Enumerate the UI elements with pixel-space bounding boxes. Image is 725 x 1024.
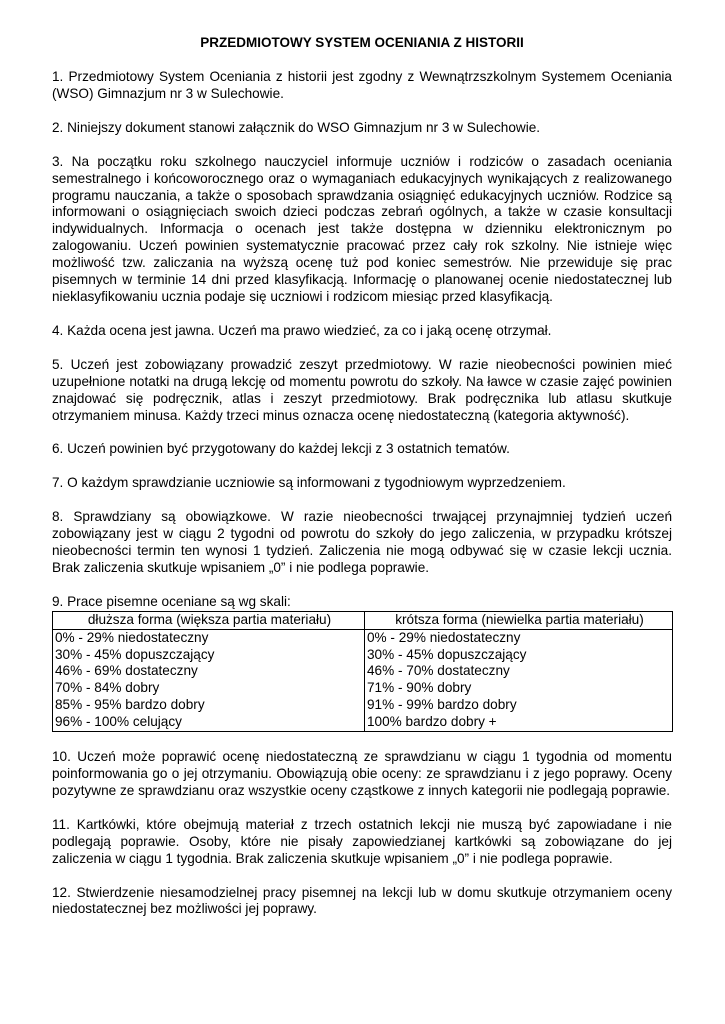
paragraph-12: 12. Stwierdzenie niesamodzielnej pracy pisemnej na lekcji lub w domu skutkuje otrzymaniem oceny niedostatecznej bez możliwości jej poprawy. — [52, 884, 672, 917]
table-cell: 30% - 45% dopuszczający — [53, 647, 365, 664]
scale-intro: 9. Prace pisemne oceniane są wg skali: — [52, 593, 291, 609]
paragraph-3: 3. Na początku roku szkolnego nauczyciel informuje uczniów i rodziców o zasadach oceniania semestralnego i końcoworocznego oraz o wymaganiach edukacyjnych wynikających z realizowanego programu nauczania, a także o sposobach sprawdzania osiągnięć edukacyjnych uczniów. Rodzice są informowani o osiągnięciach swoich dzieci podczas zebrań ogólnych, a także w czasie konsultacji indywidualnych. Informacja o ocenach jest także dostępna w dzienniku elektronicznym po zalogowaniu. Uczeń powinien systematycznie pracować przez cały rok szkolny. Nie istnieje więc możliwość tzw. zaliczania na wyższą ocenę tuż pod koniec semestrów. Nie przewiduje się prac pisemnych w terminie 14 dni przed klasyfikacją. Informację o planowanej ocenie niedostatecznej lub nieklasyfikowaniu ucznia podaje się uczniowi i rodzicom miesiąc przed klasyfikacją. — [52, 153, 672, 304]
table-row — [53, 647, 673, 664]
table-row — [53, 697, 673, 714]
header-long-form: dłuższa forma (większa partia materiału) — [53, 611, 365, 629]
document-page — [52, 34, 672, 935]
table-row — [53, 680, 673, 697]
table-cell: 46% - 70% dostateczny — [365, 663, 673, 680]
paragraph-2: 2. Niniejszy dokument stanowi załącznik do WSO Gimnazjum nr 3 w Sulechowie. — [52, 119, 541, 135]
table-cell: 0% - 29% niedostateczny — [53, 629, 365, 646]
document-title: PRZEDMIOTOWY SYSTEM OCENIANIA Z HISTORII — [200, 35, 524, 50]
paragraph-10: 10. Uczeń może poprawić ocenę niedostateczną ze sprawdzianu w ciągu 1 tygodnia od momentu poinformowania go o jej otrzymaniu. Obowiązują obie oceny: ze sprawdzianu i z jego poprawy. Oceny pozytywne ze sprawdzianu oraz wszystkie oceny cząstkowe z innych kategorii nie podlegają poprawie. — [52, 749, 672, 798]
paragraph-8: 8. Sprawdziany są obowiązkowe. W razie nieobecności trwającej przynajmniej tydzień uczeń zobowiązany jest w ciągu 2 tygodni od powrotu do szkoły do jego zaliczenia, w przypadku krótszej nieobecności termin ten wynosi 1 tydzień. Zaliczenia nie mogą odbywać się w czasie lekcji ucznia. Brak zaliczenia skutkuje wpisaniem „0” i nie podlega poprawie. — [52, 509, 672, 575]
grading-scale-table — [52, 611, 673, 732]
table-cell: 70% - 84% dobry — [53, 680, 365, 697]
table-cell: 0% - 29% niedostateczny — [365, 629, 673, 646]
paragraph-1: 1. Przedmiotowy System Oceniania z historii jest zgodny z Wewnątrzszkolnym Systemem Oceniania (WSO) Gimnazjum nr 3 w Sulechowie. — [52, 69, 672, 101]
table-row — [53, 629, 673, 646]
table-row — [53, 663, 673, 680]
paragraph-7: 7. O każdym sprawdzianie uczniowie są informowani z tygodniowym wyprzedzeniem. — [52, 475, 566, 491]
table-row — [53, 714, 673, 731]
table-cell: 91% - 99% bardzo dobry — [365, 697, 673, 714]
table-cell: 96% - 100% celujący — [53, 714, 365, 731]
table-cell: 46% - 69% dostateczny — [53, 663, 365, 680]
table-header-row — [53, 611, 673, 629]
table-cell: 71% - 90% dobry — [365, 680, 673, 697]
paragraph-5: 5. Uczeń jest zobowiązany prowadzić zeszyt przedmiotowy. W razie nieobecności powinien mieć uzupełnione notatki na drugą lekcję od momentu powrotu do szkoły. Na ławce w czasie zajęć powinien znajdować się podręcznik, atlas i zeszyt przedmiotowy. Brak podręcznika lub atlasu skutkuje otrzymaniem minusa. Każdy trzeci minus oznacza ocenę niedostateczną (kategoria aktywność). — [52, 356, 672, 423]
header-short-form: krótsza forma (niewielka partia materiału) — [365, 611, 673, 629]
paragraph-4: 4. Każda ocena jest jawna. Uczeń ma prawo wiedzieć, za co i jaką ocenę otrzymał. — [52, 322, 552, 338]
paragraph-6: 6. Uczeń powinien być przygotowany do każdej lekcji z 3 ostatnich tematów. — [52, 441, 510, 457]
table-cell: 85% - 95% bardzo dobry — [53, 697, 365, 714]
paragraph-11: 11. Kartkówki, które obejmują materiał z trzech ostatnich lekcji nie muszą być zapowiadane i nie podlegają poprawie. Osoby, które nie pisały zapowiedzianej kartkówki są zobowiązane do jej zaliczenia w ciągu 1 tygodnia. Brak zaliczenia skutkuje wpisaniem „0” i nie podlega poprawie. — [52, 816, 672, 866]
table-cell: 30% - 45% dopuszczający — [365, 647, 673, 664]
table-cell: 100% bardzo dobry + — [365, 714, 673, 731]
